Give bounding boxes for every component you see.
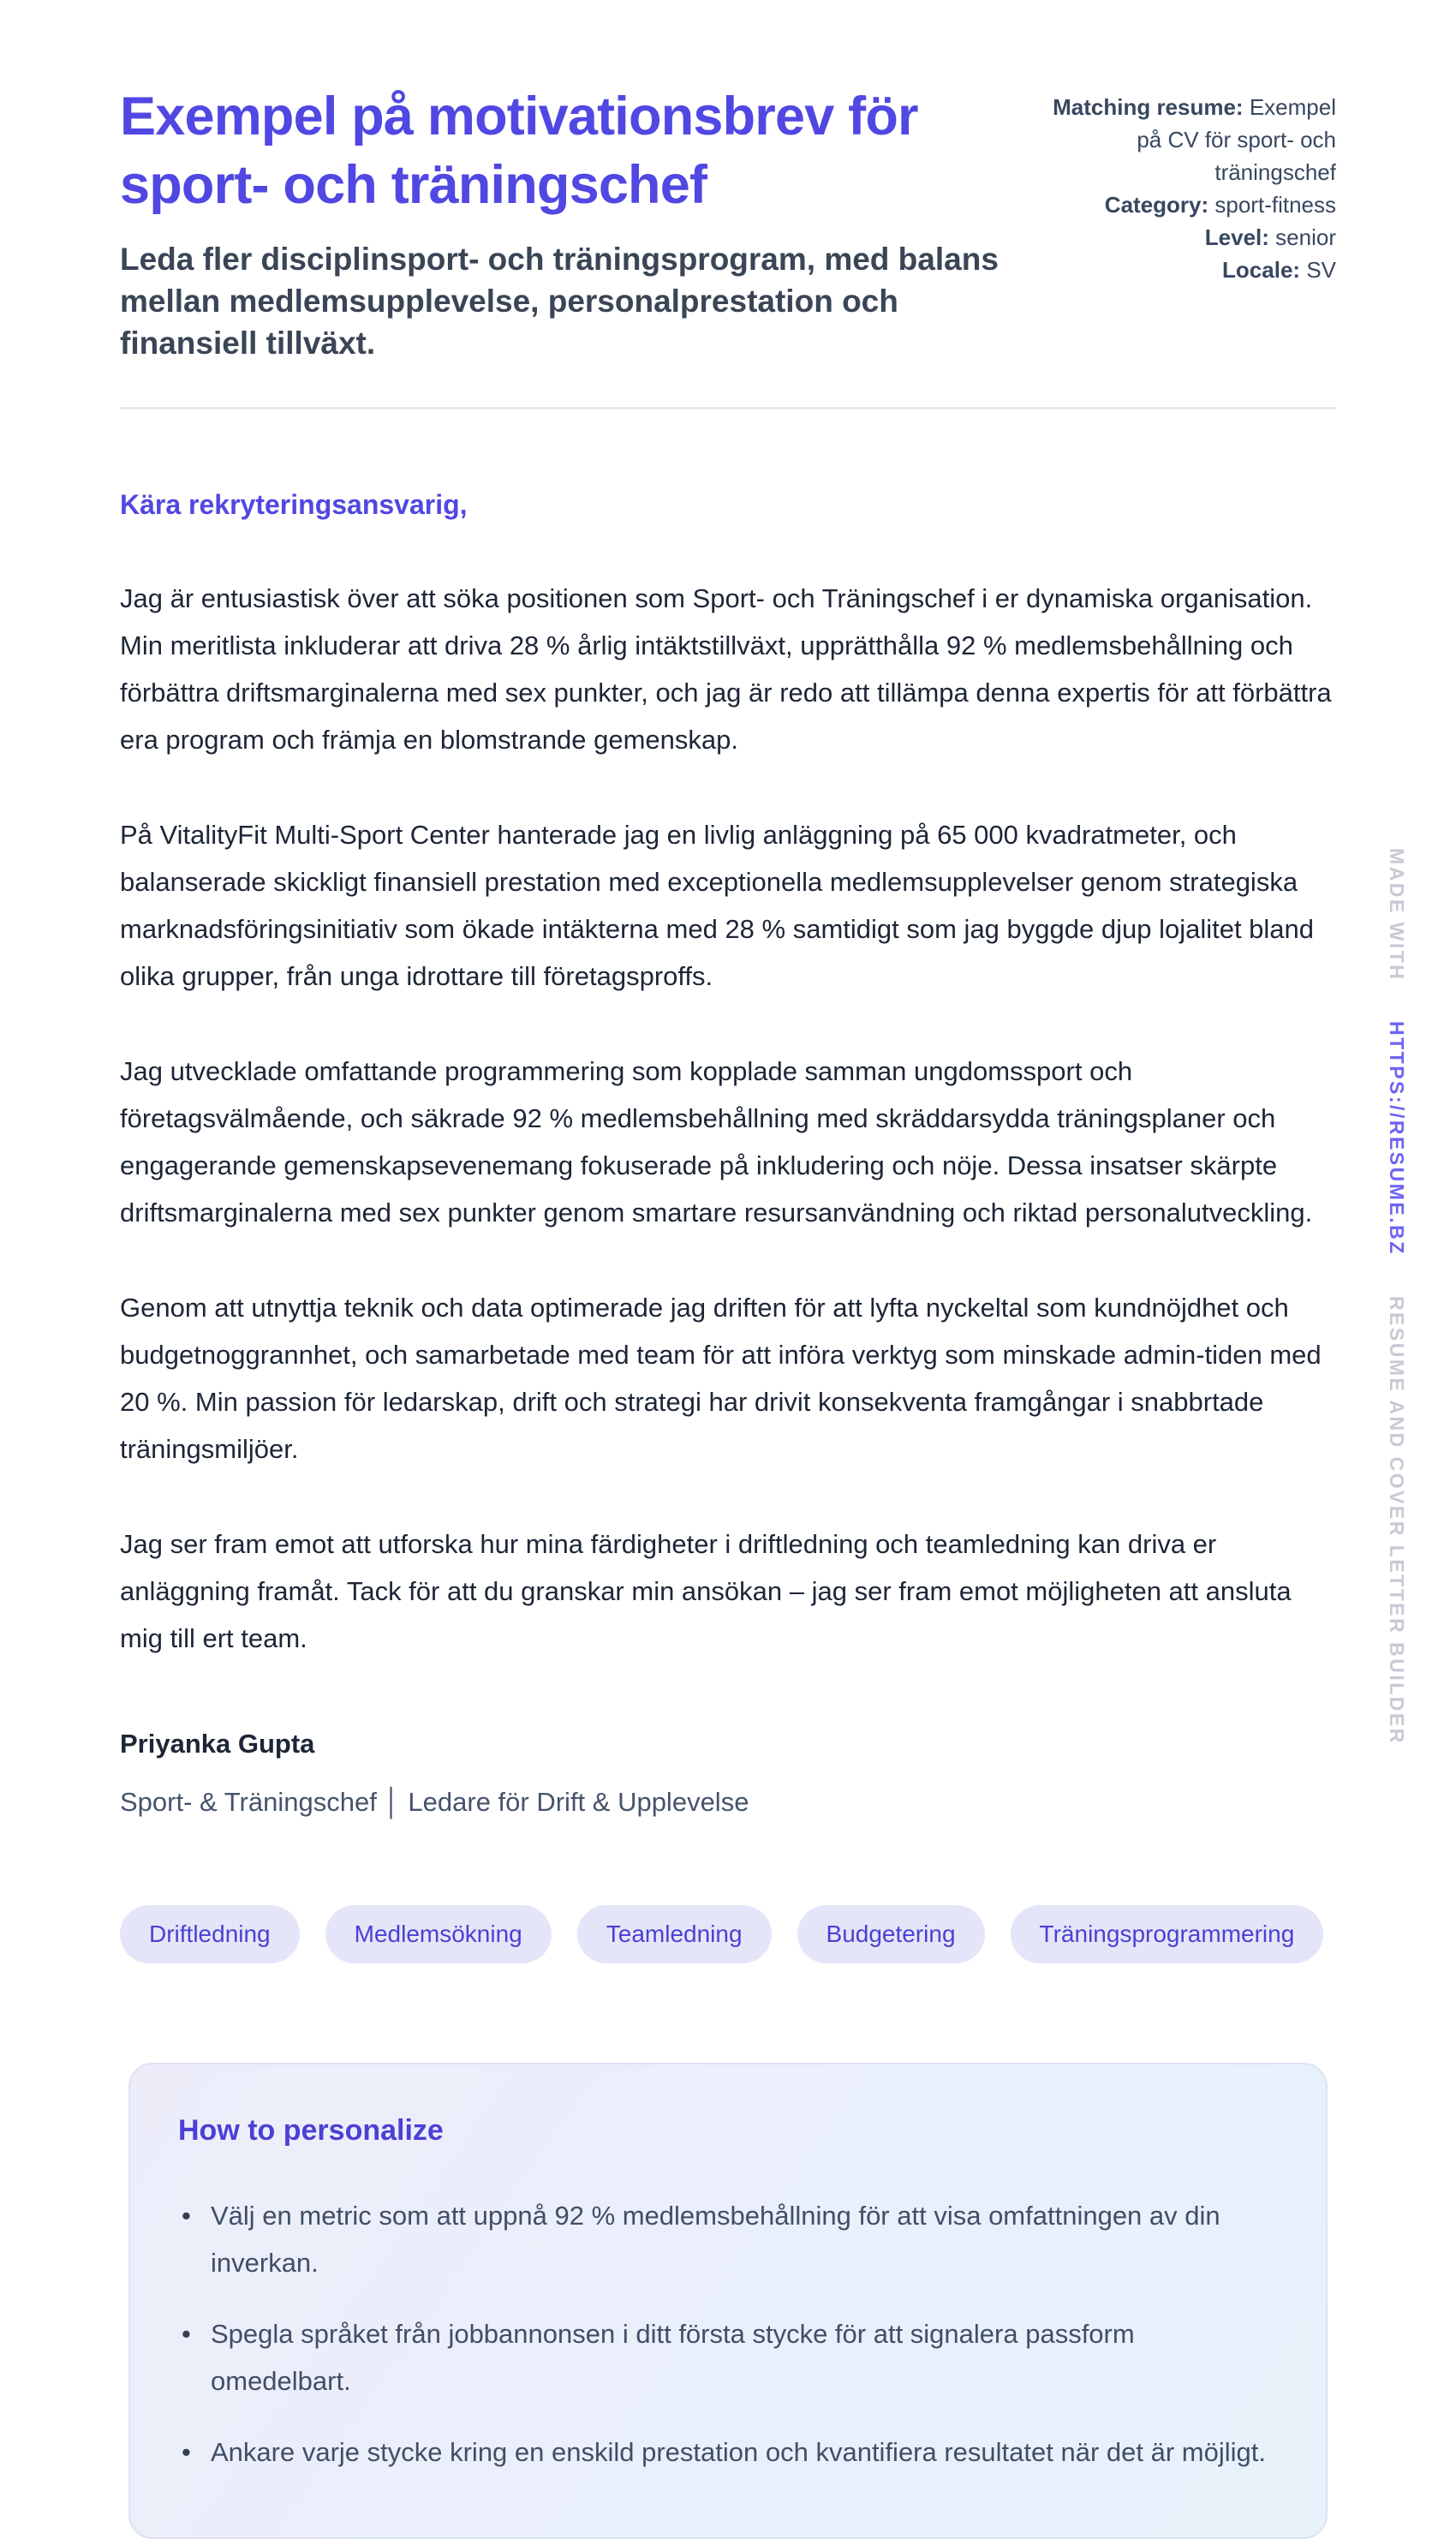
header-divider: [120, 407, 1336, 409]
watermark-builder-text: RESUME AND COVER LETTER BUILDER: [1386, 1295, 1408, 1745]
skill-tag[interactable]: Budgetering: [797, 1905, 985, 1963]
letter-paragraph: Genom att utnyttja teknik och data optimerade jag driften för att lyfta nyckeltal som kundnöjdhet och budgetnoggrannhet, och samarbetade med team för att införa verktyg som minskade admin-tiden med 20 %. Min passion för ledarskap, drift och strategi har drivit konsekventa framgångar i snabbrtade träningsmiljöer.: [120, 1293, 1322, 1464]
meta-value: Exempel på CV för sport- och träningschef: [1137, 94, 1336, 185]
letter-paragraph: Jag ser fram emot att utforska hur mina färdigheter i driftledning och teamledning kan driva er anläggning framåt. Tack för att du granskar min ansökan – jag ser fram emot möjligheten att ansluta mig till ert team.: [120, 1529, 1292, 1653]
watermark: [1385, 848, 1408, 1745]
tips-list: [178, 2192, 1278, 2476]
meta-value: sport-fitness: [1214, 192, 1336, 218]
meta-row: [1035, 91, 1336, 188]
header: [120, 82, 1336, 364]
letter-greeting: Kära rekryteringsansvarig,: [120, 489, 468, 520]
meta-label: Locale:: [1222, 257, 1301, 283]
skill-tag[interactable]: Driftledning: [120, 1905, 300, 1963]
watermark-made-with: MADE WITH: [1386, 848, 1408, 982]
tip-item: • Spegla språket från jobbannonsen i ditt första stycke för att signalera passform omedelbart.: [178, 2310, 1278, 2405]
meta-label: Matching resume:: [1053, 94, 1244, 120]
letter-paragraph: På VitalityFit Multi-Sport Center hanterade jag en livlig anläggning på 65 000 kvadratmeter, och balanserade skickligt finansiell prestation med exceptionella medlemsupplevelser genom strategiska marknadsföringsinitiativ som ökade intäkterna med 28 % samtidigt som jag byggde djup lojalitet bland olika grupper, från unga idrottare till företagsproffs.: [120, 820, 1315, 991]
letter-paragraphs: [120, 575, 1336, 1662]
content-column: [120, 0, 1336, 2539]
skill-tag[interactable]: Medlemsökning: [325, 1905, 552, 1963]
meta-value: SV: [1306, 257, 1336, 283]
meta-row: [1035, 221, 1336, 254]
tip-item: • Ankare varje stycke kring en enskild prestation och kvantifiera resultatet när det är möjligt.: [178, 2428, 1278, 2476]
meta-row: [1035, 188, 1336, 221]
skill-tag[interactable]: Teamledning: [577, 1905, 772, 1963]
page-title: Exempel på motivationsbrev för sport- och träningschef: [120, 87, 918, 215]
how-to-personalize-box: [128, 2063, 1328, 2539]
meta-label: Category:: [1104, 192, 1209, 218]
header-title-block: [120, 82, 1011, 364]
letter-paragraph: Jag utvecklade omfattande programmering som kopplade samman ungdomssport och företagsvälmående, och säkrade 92 % medlemsbehållning med skräddarsydda träningsplaner och engagerande gemenskapsevenemang fokuserade på inkludering och nöje. Dessa insatser skärpte driftsmarginalerna med sex punkter genom smartare resursanvändning och riktad personalutveckling.: [120, 1056, 1313, 1228]
tip-item: • Välj en metric som att uppnå 92 % medlemsbehållning för att visa omfattningen av din inverkan.: [178, 2192, 1278, 2286]
meta-value: senior: [1275, 224, 1336, 250]
signature-title: Sport- & Träningschef │ Ledare för Drift & Upplevelse: [120, 1787, 749, 1817]
tips-heading: How to personalize: [178, 2114, 444, 2147]
meta-row: [1035, 254, 1336, 286]
letter-body: [120, 481, 1336, 1818]
skill-tag[interactable]: Träningsprogrammering: [1011, 1905, 1324, 1963]
letter-paragraph: Jag är entusiastisk över att söka positionen som Sport- och Träningschef i er dynamiska organisation. Min meritlista inkluderar att driva 28 % årlig intäktstillväxt, upprätthålla 92 % medlemsbehållning och förbättra driftsmarginalerna med sex punkter, och jag är redo att tillämpa denna expertis för att förbättra era program och främja en blomstrande gemenskap.: [120, 583, 1332, 755]
meta-panel: [1035, 91, 1336, 286]
resume-bz-link[interactable]: HTTPS://RESUME.BZ: [1386, 1021, 1408, 1257]
page-subtitle: Leda fler disciplinsport- och träningsprogram, med balans mellan medlemsupplevelse, personalprestation och finansiell tillväxt.: [120, 242, 999, 361]
skill-tags: [120, 1905, 1336, 1963]
signature-name: Priyanka Gupta: [120, 1729, 315, 1759]
meta-label: Level:: [1204, 224, 1269, 250]
